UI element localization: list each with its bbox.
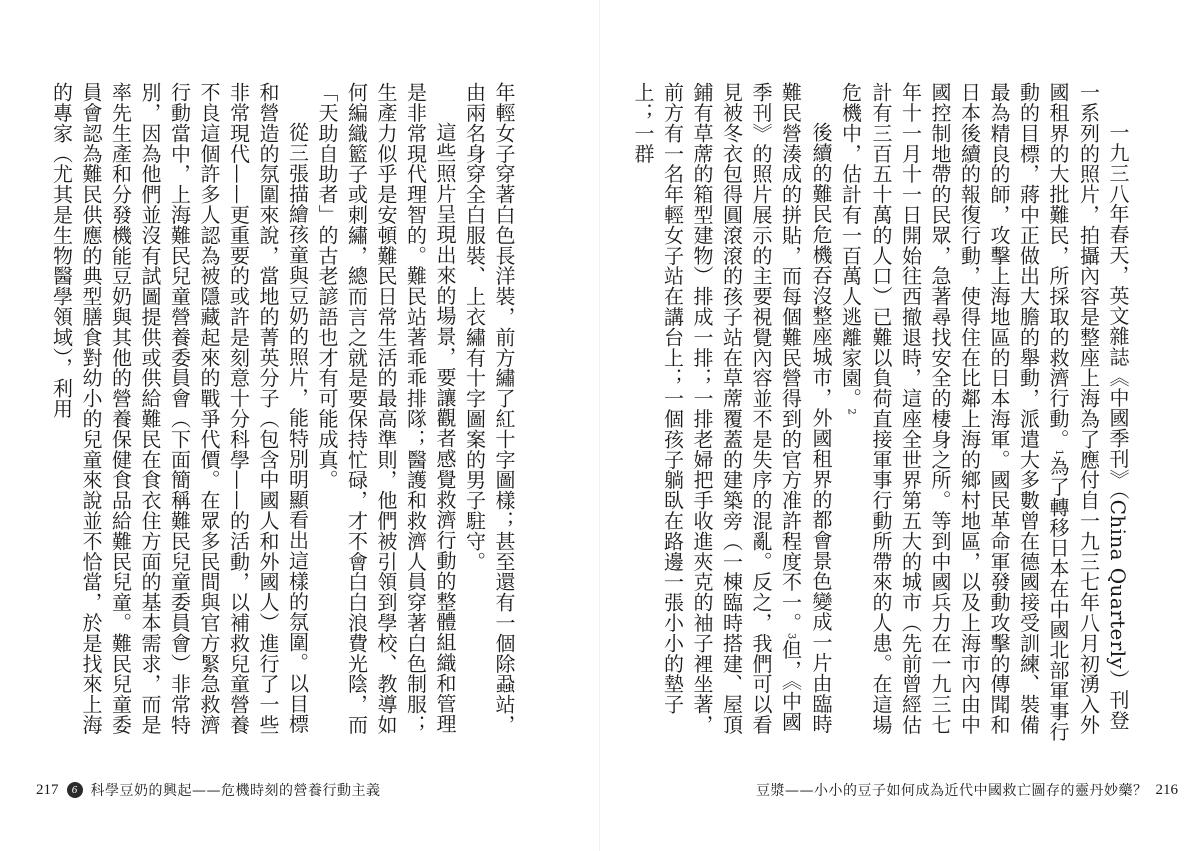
footnote-marker-3: 3 xyxy=(785,632,797,640)
running-head-left: 科學豆奶的興起——危機時刻的營養行動主義 xyxy=(90,783,381,799)
left-page-body xyxy=(49,82,518,742)
left-paragraph-3: 從三張描繪孩童與豆奶的照片，能特別明顯看出這樣的氛圍。以目標和營造的氛圍來說，當地的菁英分子（包含中國人和外國人）進行了一些非常現代——更重要的或許是刻意十分科學——的活動，以補救兒童營養不良這個許多人認為被隱藏起來的戰爭代價。在眾多民間與官方緊急救濟行動當中，上海難民兒童營養委員會（下面簡稱難民兒童委員會）非常特別，因為他們並沒有試圖提供或供給難民在食衣住方面的基本需求，而是率先生產和分發機能豆奶與其他的營養保健食品給難民兒童。難民兒童委員會認為難民供應的典型膳食對幼小的兒童來說並不恰當，於是找來上海的專家（尤其是生物醫學領域），利用 xyxy=(49,82,310,735)
right-paragraph-2-part-2: 但，《中國季刊》的照片展示的主要視覺內容並不是失序的混亂。反之，我們可以看見被冬衣包得圓滾滾的孩子站在草蓆覆蓋的建築旁（一棟臨時搭建、屋頂鋪有草蓆的箱型建物）排成一排；一排老婦把手收進夾克的袖子裡坐著，前方有一名年輕女子站在講台上；一個孩子躺臥在路邊一張小小的墊子上；一群 xyxy=(631,82,803,735)
right-page-footer xyxy=(756,778,1178,802)
left-paragraph-2: 這些照片呈現出來的場景，要讓觀者感覺救濟行動的整體組織和管理是非常現代理智的。難民站著乖乖排隊；醫護和救濟人員穿著白色制服；生產力似乎是安頓難民日常生活的最高準則，他們被引領到學校、教導如何編織籃子或刺繡，總而言之就是要保持忙碌，才不會白白浪費光陰，而「天助自助者」的古老諺語也才有可能成真。 xyxy=(315,82,457,735)
chapter-number-badge: 6 xyxy=(67,782,83,798)
right-paragraph-1-part-1: 一九三八年春天，英文雜誌《中國季刊》（China Quarterly）刊登一系列的照片，拍攝內容是整座上海為了應付自一九三七年八月初湧入外國租界的大批難民，所採取的救濟行動。 xyxy=(1046,82,1130,735)
right-paragraph-1-part-2: 為了轉移日本在中國北部軍事行動的目標，蔣中正做出大膽的舉動，派遣大多數曾在德國接受訓練、裝備最為精良的師，攻擊上海地區的日本海軍。國民革命軍發動攻擊的傳聞和日本後續的報復行動，使得住在比鄰上海的鄉村地區，以及上海市內由中國控制地帶的民眾，急著尋找安全的棲身之所。等到中國兵力在一九三七年十一月十一日開始往西撤退時，這座全世界第五大的城市（先前曾經估計有三百五十萬的人口）已難以負荷直接軍事行動所帶來的人患。在這場危機中，估計有一百萬人逃離家園。 xyxy=(838,82,1070,742)
right-page xyxy=(600,0,1200,851)
page-number-right: 216 xyxy=(1155,781,1178,798)
right-page-body xyxy=(572,82,1132,742)
left-paragraph-1: 年輕女子穿著白色長洋裝，前方繡了紅十字圖樣；甚至還有一個除蝨站，由兩名身穿全白服裝、上衣繡有十字圖案的男子駐守。 xyxy=(462,82,516,735)
running-head-right: 豆漿——小小的豆子如何成為近代中國救亡圖存的靈丹妙藥？ xyxy=(756,783,1148,799)
right-paragraph-1 xyxy=(835,82,1132,742)
left-page-footer xyxy=(36,778,381,802)
footnote-marker-2: 2 xyxy=(845,408,857,416)
right-paragraph-2-part-1: 後續的難民危機吞沒整座城市，外國租界的都會景色變成一片由臨時難民營湊成的拼貼，而每個難民營得到的官方准許程度不一。 xyxy=(778,82,833,734)
right-paragraph-2 xyxy=(628,82,836,742)
footnote-marker-1: 1 xyxy=(1053,449,1064,456)
page-number-left: 217 xyxy=(36,781,59,798)
